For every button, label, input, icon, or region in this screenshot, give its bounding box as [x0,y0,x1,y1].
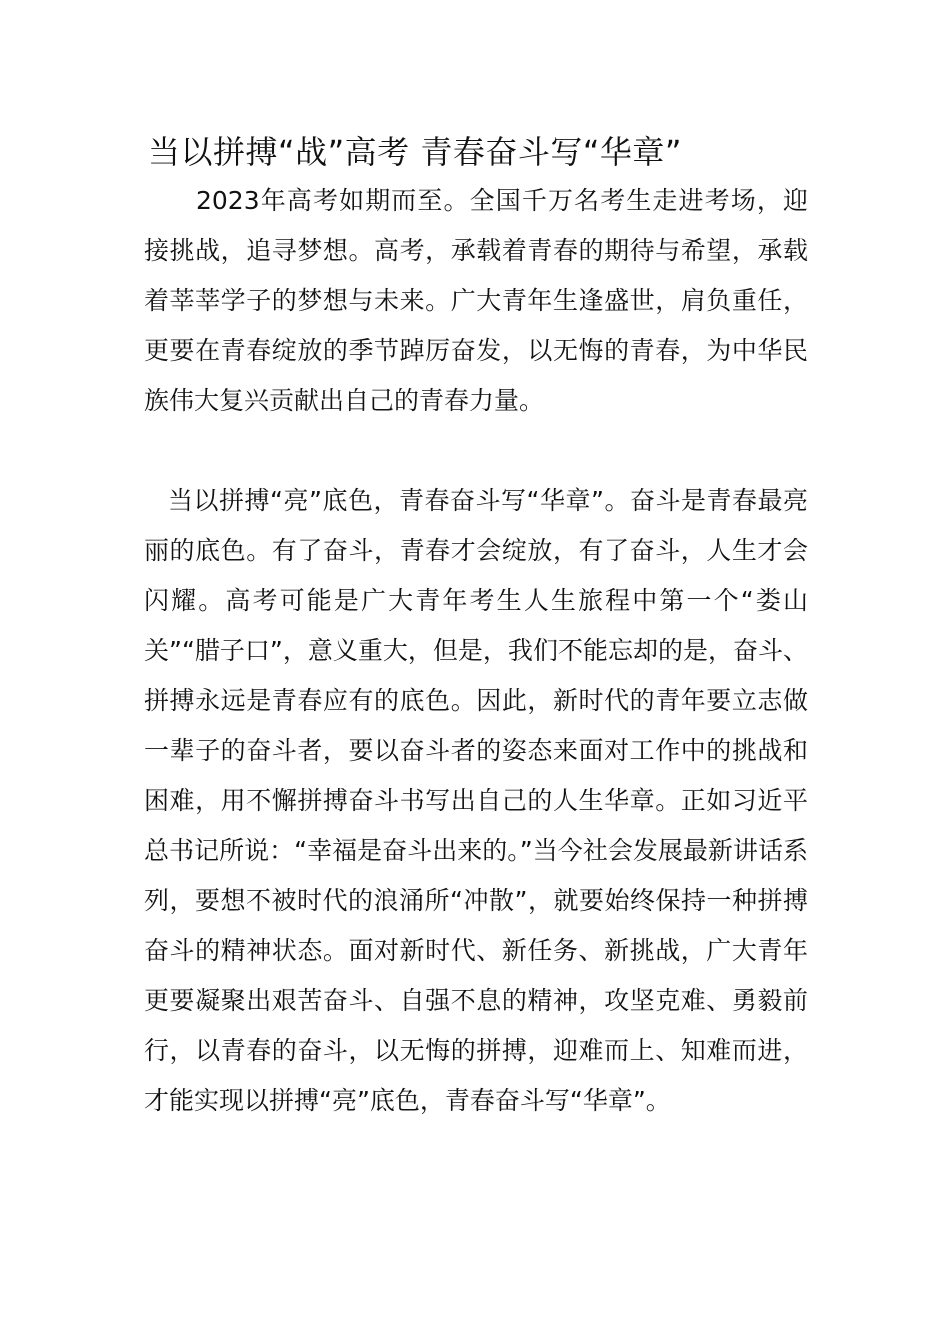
document-title: 当以拼搏“战”高考 青春奋斗写“华章” [148,133,682,171]
paragraph-intro: 2023年高考如期而至。全国千万名考生走进考场，迎接挑战，追寻梦想。高考，承载着青春的期待与希望，承载着莘莘学子的梦想与未来。广大青年生逢盛世，肩负重任，更要在青春绽放的季节踔厉奋发，以无悔的青春，为中华民族伟大复兴贡献出自己的青春力量。 [144,186,808,415]
paragraph-body: 当以拼搏“亮”底色，青春奋斗写“华章”。奋斗是青春最亮丽的底色。有了奋斗，青春才会绽放，有了奋斗，人生才会闪耀。高考可能是广大青年考生人生旅程中第一个“娄山关”“腊子口”，意义重大，但是，我们不能忘却的是，奋斗、拼搏永远是青春应有的底色。因此，新时代的青年要立志做一辈子的奋斗者，要以奋斗者的姿态来面对工作中的挑战和困难，用不懈拼搏奋斗书写出自己的人生华章。正如习近平总书记所说：“幸福是奋斗出来的。”当今社会发展最新讲话系列，要想不被时代的浪涌所“冲散”，就要始终保持一种拼搏奋斗的精神状态。面对新时代、新任务、新挑战，广大青年更要凝聚出艰苦奋斗、自强不息的精神，攻坚克难、勇毅前行，以青春的奋斗，以无悔的拼搏，迎难而上、知难而进，才能实现以拼搏“亮”底色，青春奋斗写“华章”。 [144,486,808,1115]
